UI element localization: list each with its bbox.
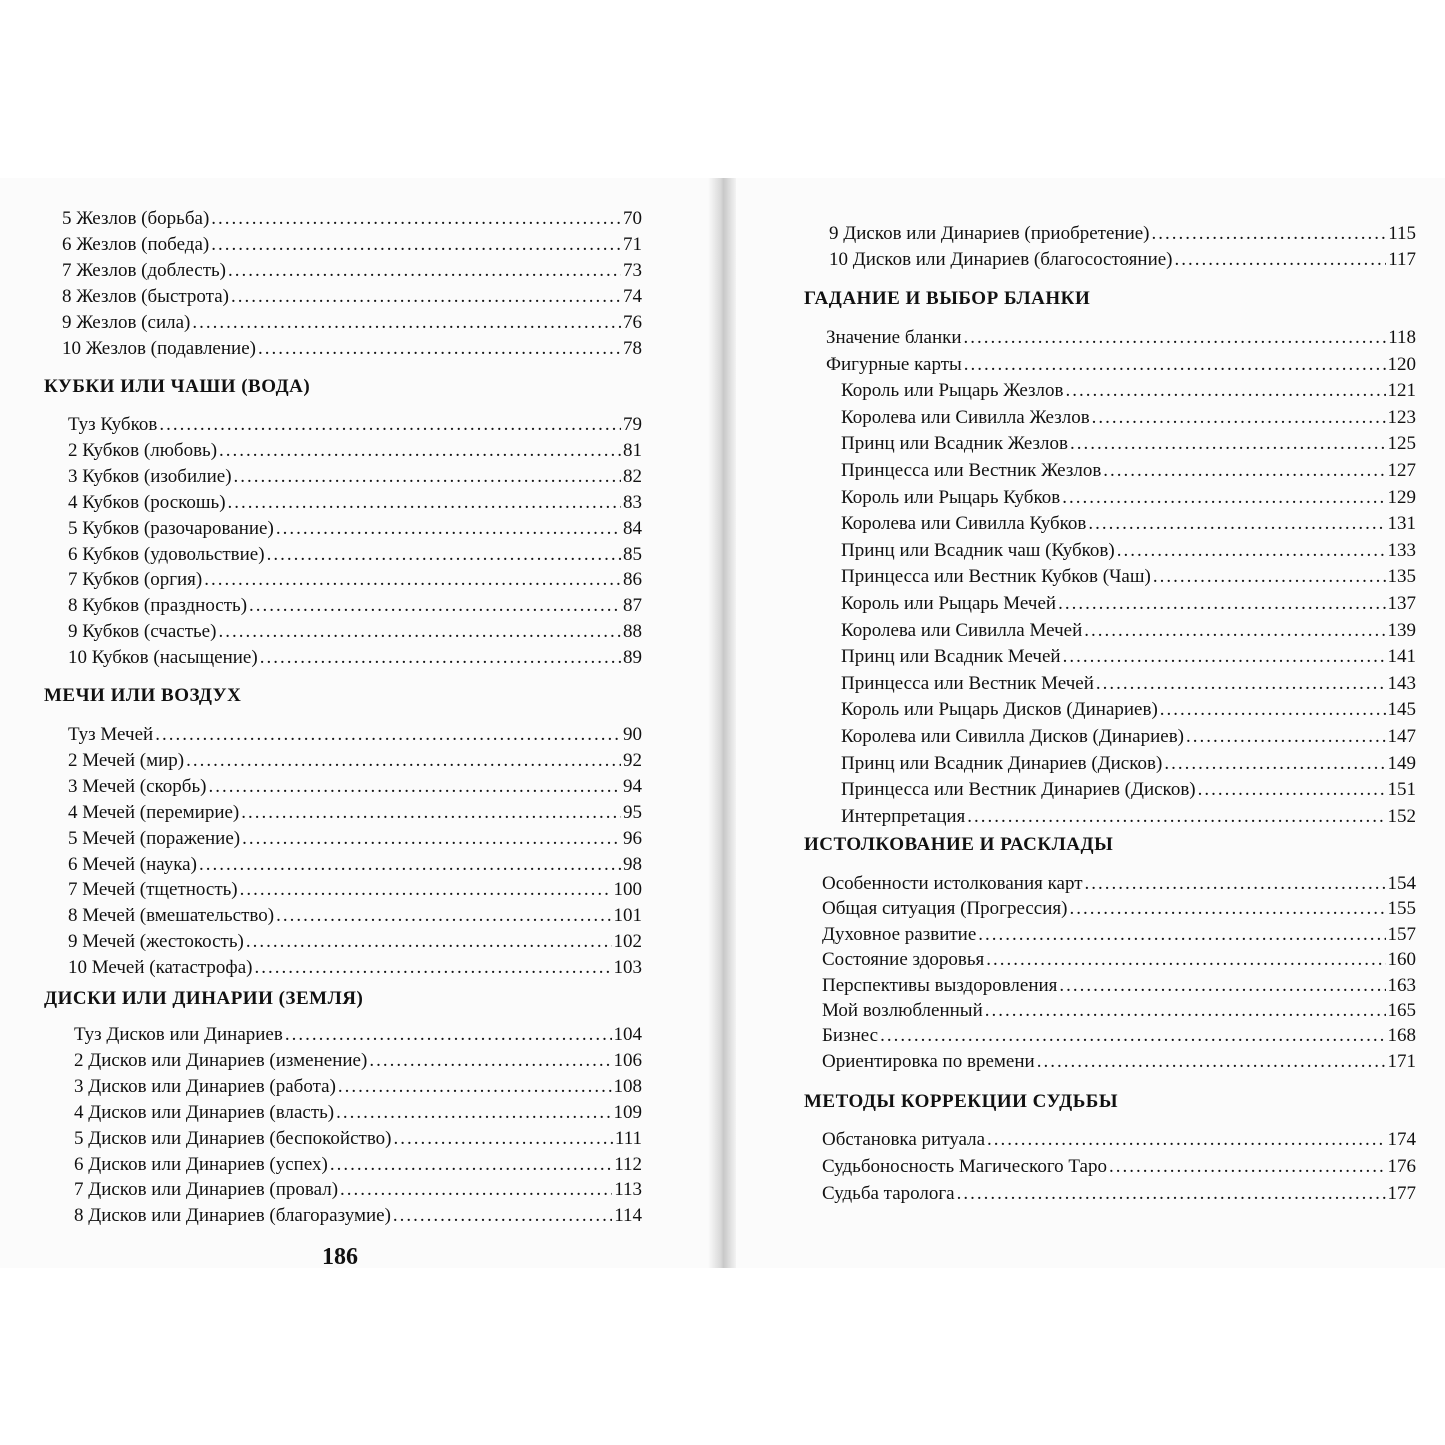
toc-entry-title: 8 Дисков или Динариев (благоразумие) [74, 1205, 391, 1227]
toc-entry-title: 5 Дисков или Динариев (беспокойство) [74, 1127, 392, 1149]
dot-leader [1186, 725, 1386, 749]
toc-entry-page: 141 [1387, 646, 1416, 668]
toc-entry-page: 176 [1387, 1156, 1416, 1178]
toc-entry-title: Принц или Всадник чаш (Кубков) [841, 539, 1115, 561]
toc-entry-page: 79 [623, 414, 642, 435]
toc-entry-page: 149 [1387, 752, 1416, 774]
dot-leader [369, 1049, 611, 1073]
toc-entry-title: Мой возлюбленный [822, 1000, 983, 1021]
dot-leader [231, 285, 621, 309]
toc-entry-page: 115 [1388, 223, 1416, 244]
toc-entry-title: Королева или Сивилла Жезлов [841, 406, 1090, 428]
toc-entry-title: 9 Мечей (жестокость) [68, 931, 244, 953]
section-heading: ДИСКИ ИЛИ ДИНАРИИ (ЗЕМЛЯ) [44, 988, 364, 1009]
toc-entry [841, 406, 1416, 430]
toc-entry-page: 92 [623, 749, 642, 771]
toc-entry-page: 131 [1387, 513, 1416, 535]
book-spine [708, 178, 736, 1268]
toc-entry-title: Принц или Всадник Мечей [841, 646, 1061, 668]
toc-entry [841, 698, 1416, 722]
toc-entry-page: 147 [1387, 726, 1416, 747]
toc-entry-title: Фигурные карты [826, 353, 962, 375]
dot-leader [340, 1178, 612, 1202]
toc-entry-page: 135 [1387, 566, 1416, 588]
dot-leader [967, 805, 1385, 829]
dot-leader [1069, 897, 1385, 921]
toc-entry-page: 94 [623, 775, 642, 797]
dot-leader [1160, 698, 1386, 722]
toc-entry-title: Король или Рыцарь Мечей [841, 593, 1057, 614]
toc-entry-title: 10 Жезлов (подавление) [62, 337, 256, 359]
dot-leader [159, 413, 621, 437]
toc-entry-page: 111 [614, 1127, 642, 1149]
toc-entry [841, 805, 1416, 829]
dot-leader [186, 749, 621, 773]
toc-entry [68, 543, 642, 567]
toc-entry-page: 143 [1387, 672, 1416, 694]
toc-entry-page: 108 [613, 1075, 642, 1097]
toc-entry-page: 117 [1388, 248, 1416, 270]
toc-entry [68, 878, 642, 902]
toc-entry-page: 154 [1387, 873, 1416, 894]
toc-entry [68, 594, 642, 618]
dot-leader [1065, 379, 1385, 403]
toc-entry-page: 171 [1387, 1050, 1416, 1072]
toc-entry-title: 6 Кубков (удовольствие) [68, 543, 265, 565]
dot-leader [394, 1127, 613, 1151]
toc-entry-title: 5 Кубков (разочарование) [68, 517, 274, 539]
dot-leader [1117, 539, 1386, 563]
toc-entry-title: Перспективы выздоровления [822, 974, 1058, 996]
toc-entry-title: 8 Кубков (праздность) [68, 595, 248, 617]
toc-entry-title: 7 Жезлов (доблесть) [62, 259, 226, 281]
dot-leader [1059, 974, 1385, 998]
toc-entry-page: 118 [1388, 327, 1416, 348]
dot-leader [1058, 592, 1385, 616]
toc-entry [822, 1182, 1416, 1206]
dot-leader [1152, 222, 1387, 246]
toc-entry [822, 897, 1416, 921]
dot-leader [1109, 1155, 1386, 1179]
toc-entry-title: Принцесса или Вестник Жезлов [841, 460, 1102, 481]
dot-leader [249, 594, 621, 618]
dot-leader [1070, 432, 1386, 456]
toc-entry [841, 752, 1416, 776]
toc-entry-page: 174 [1387, 1129, 1416, 1150]
toc-entry-title: 3 Кубков (изобилие) [68, 465, 232, 487]
toc-entry [68, 646, 642, 670]
dot-leader [1085, 872, 1386, 896]
dot-leader [964, 353, 1386, 377]
toc-entry-title: 4 Мечей (перемирие) [68, 801, 240, 823]
toc-entry [829, 248, 1416, 272]
toc-entry [68, 749, 642, 773]
toc-entry-page: 129 [1387, 486, 1416, 508]
toc-entry-title: Принц или Всадник Жезлов [841, 433, 1068, 455]
toc-entry-page: 89 [623, 647, 642, 669]
toc-entry-title: Принцесса или Вестник Кубков (Чаш) [841, 566, 1151, 588]
dot-leader [1092, 406, 1386, 430]
toc-entry-page: 160 [1387, 949, 1416, 971]
dot-leader [246, 930, 612, 954]
toc-entry [62, 285, 642, 309]
toc-entry-title: Король или Рыцарь Кубков [841, 486, 1061, 508]
toc-entry-title: Значение бланки [826, 327, 962, 348]
toc-entry [68, 853, 642, 877]
toc-entry-title: Туз Дисков или Динариев [74, 1024, 283, 1045]
dot-leader [258, 337, 621, 361]
toc-entry-title: Королева или Сивилла Мечей [841, 619, 1083, 641]
toc-entry-title: Бизнес [822, 1025, 879, 1047]
page-number: 186 [322, 1244, 358, 1270]
toc-entry-page: 74 [623, 285, 642, 307]
toc-entry-title: Общая ситуация (Прогрессия) [822, 898, 1068, 920]
toc-entry [822, 999, 1416, 1023]
toc-entry-page: 165 [1387, 1000, 1416, 1021]
dot-leader [985, 999, 1386, 1023]
dot-leader [218, 620, 621, 644]
toc-entry [841, 459, 1416, 483]
toc-entry-title: 10 Мечей (катастрофа) [68, 957, 253, 979]
toc-entry-page: 155 [1387, 898, 1416, 920]
toc-entry-page: 109 [613, 1101, 642, 1123]
toc-entry-title: 4 Дисков или Динариев (власть) [74, 1101, 335, 1123]
toc-entry [68, 517, 642, 541]
toc-entry [841, 645, 1416, 669]
dot-leader [228, 259, 621, 283]
toc-entry-title: 6 Дисков или Динариев (успех) [74, 1153, 328, 1175]
toc-entry-title: Духовное развитие [822, 923, 977, 945]
toc-entry-page: 83 [623, 491, 642, 513]
dot-leader [241, 801, 621, 825]
toc-entry-page: 121 [1387, 380, 1416, 402]
toc-entry [62, 337, 642, 361]
toc-entry [74, 1101, 642, 1125]
dot-leader [192, 311, 621, 335]
dot-leader [1088, 512, 1385, 536]
dot-leader [208, 775, 621, 799]
toc-entry-title: Принц или Всадник Динариев (Дисков) [841, 752, 1163, 774]
dot-leader [880, 1024, 1385, 1048]
toc-entry [841, 725, 1416, 749]
toc-entry-title: Королева или Сивилла Дисков (Динариев) [841, 726, 1184, 747]
toc-entry-title: Интерпретация [841, 805, 966, 827]
dot-leader [1175, 248, 1387, 272]
toc-entry [822, 1155, 1416, 1179]
toc-entry-page: 133 [1387, 539, 1416, 561]
toc-entry [74, 1127, 642, 1151]
dot-leader [1084, 619, 1385, 643]
toc-entry-title: 10 Кубков (насыщение) [68, 647, 258, 669]
toc-entry-title: 6 Мечей (наука) [68, 853, 197, 875]
dot-leader [254, 956, 611, 980]
toc-entry-page: 76 [623, 311, 642, 333]
dot-leader [211, 207, 621, 231]
dot-leader [276, 517, 621, 541]
toc-entry-title: Король или Рыцарь Дисков (Динариев) [841, 699, 1158, 721]
toc-entry-title: 7 Дисков или Динариев (провал) [74, 1179, 339, 1201]
toc-entry-title: 2 Мечей (мир) [68, 749, 185, 771]
toc-entry [68, 568, 642, 592]
dot-leader [957, 1182, 1386, 1206]
toc-entry-page: 113 [614, 1179, 642, 1201]
toc-entry-page: 82 [623, 465, 642, 487]
dot-leader [199, 853, 621, 877]
toc-entry [68, 723, 642, 747]
toc-entry [68, 775, 642, 799]
dot-leader [228, 491, 621, 515]
dot-leader [1063, 645, 1386, 669]
toc-entry [74, 1075, 642, 1099]
toc-entry [822, 1050, 1416, 1074]
toc-entry [841, 512, 1416, 536]
toc-entry [68, 801, 642, 825]
toc-entry-page: 123 [1387, 406, 1416, 428]
toc-entry-title: Туз Кубков [68, 414, 158, 435]
dot-leader [1103, 459, 1385, 483]
dot-leader [1062, 486, 1385, 510]
toc-entry [68, 930, 642, 954]
toc-entry-page: 81 [623, 439, 642, 461]
toc-entry-title: 5 Мечей (поражение) [68, 827, 241, 849]
dot-leader [338, 1075, 612, 1099]
toc-entry-page: 85 [623, 543, 642, 565]
toc-entry [62, 259, 642, 283]
toc-entry [62, 311, 642, 335]
toc-entry-page: 106 [613, 1049, 642, 1071]
toc-entry-page: 95 [623, 801, 642, 823]
toc-entry-page: 98 [623, 853, 642, 875]
toc-entry-title: Принцесса или Вестник Динариев (Дисков) [841, 779, 1196, 801]
toc-entry-title: 8 Мечей (вмешательство) [68, 905, 275, 927]
toc-entry [822, 923, 1416, 947]
toc-entry-page: 70 [623, 208, 642, 229]
toc-entry [68, 827, 642, 851]
dot-leader [330, 1153, 612, 1177]
toc-entry-page: 145 [1387, 699, 1416, 721]
toc-entry-title: 3 Мечей (скорбь) [68, 775, 207, 797]
toc-entry [822, 1128, 1416, 1152]
toc-entry-page: 101 [613, 905, 642, 927]
toc-entry-title: 6 Жезлов (победа) [62, 233, 210, 255]
toc-entry [822, 872, 1416, 896]
toc-entry [62, 233, 642, 257]
toc-entry-title: 2 Дисков или Динариев (изменение) [74, 1049, 368, 1071]
toc-entry [68, 439, 642, 463]
toc-entry-title: 9 Кубков (счастье) [68, 621, 217, 643]
toc-entry-title: 10 Дисков или Динариев (благосостояние) [829, 248, 1173, 270]
dot-leader [1037, 1050, 1386, 1074]
dot-leader [336, 1101, 611, 1125]
dot-leader [204, 568, 621, 592]
toc-entry-title: Ориентировка по времени [822, 1050, 1035, 1072]
toc-entry [68, 465, 642, 489]
toc-entry-page: 102 [613, 931, 642, 953]
toc-entry-page: 151 [1387, 779, 1416, 801]
toc-entry-page: 137 [1387, 593, 1416, 614]
toc-entry [841, 432, 1416, 456]
dot-leader [987, 1128, 1385, 1152]
section-heading: МЕТОДЫ КОРРЕКЦИИ СУДЬБЫ [804, 1091, 1119, 1112]
dot-leader [219, 439, 621, 463]
toc-entry [68, 620, 642, 644]
dot-leader [242, 827, 621, 851]
dot-leader [986, 948, 1385, 972]
toc-entry-title: Судьбоносность Магического Таро [822, 1156, 1107, 1178]
toc-entry [68, 904, 642, 928]
toc-entry-page: 78 [623, 337, 642, 359]
toc-entry-page: 168 [1387, 1025, 1416, 1047]
dot-leader [276, 904, 611, 928]
toc-entry-page: 103 [613, 957, 642, 979]
toc-entry [841, 672, 1416, 696]
toc-entry [74, 1153, 642, 1177]
toc-entry-title: 2 Кубков (любовь) [68, 439, 218, 461]
toc-entry [68, 956, 642, 980]
toc-entry-title: 7 Кубков (оргия) [68, 569, 203, 591]
dot-leader [155, 723, 621, 747]
toc-entry-title: 5 Жезлов (борьба) [62, 208, 210, 229]
dot-leader [393, 1204, 612, 1228]
toc-entry [74, 1023, 642, 1047]
toc-entry [829, 222, 1416, 246]
toc-entry [74, 1204, 642, 1228]
dot-leader [1198, 778, 1386, 802]
toc-entry-page: 114 [614, 1205, 642, 1227]
dot-leader [285, 1023, 612, 1047]
toc-entry-page: 104 [613, 1024, 642, 1045]
toc-entry [841, 592, 1416, 616]
dot-leader [260, 646, 621, 670]
toc-entry [841, 379, 1416, 403]
toc-entry-title: Обстановка ритуала [822, 1129, 986, 1150]
toc-entry [826, 353, 1416, 377]
toc-entry [826, 326, 1416, 350]
toc-entry [62, 207, 642, 231]
toc-entry-page: 177 [1387, 1183, 1416, 1205]
toc-entry-page: 73 [623, 259, 642, 281]
dot-leader [1164, 752, 1385, 776]
toc-entry [74, 1178, 642, 1202]
section-heading: МЕЧИ ИЛИ ВОЗДУХ [44, 685, 242, 706]
toc-entry-page: 86 [623, 569, 642, 591]
toc-entry-title: 4 Кубков (роскошь) [68, 491, 226, 513]
toc-entry-page: 152 [1387, 805, 1416, 827]
toc-entry [68, 413, 642, 437]
section-heading: ИСТОЛКОВАНИЕ И РАСКЛАДЫ [804, 834, 1114, 855]
toc-entry-title: 9 Дисков или Динариев (приобретение) [829, 223, 1150, 244]
toc-entry-page: 96 [623, 827, 642, 849]
dot-leader [964, 326, 1387, 350]
toc-entry-page: 88 [623, 621, 642, 643]
dot-leader [234, 465, 621, 489]
toc-entry [74, 1049, 642, 1073]
toc-entry-page: 157 [1387, 923, 1416, 945]
dot-leader [1153, 565, 1386, 589]
toc-entry-page: 163 [1387, 974, 1416, 996]
dot-leader [240, 878, 612, 902]
dot-leader [978, 923, 1385, 947]
toc-entry-title: Судьба таролога [822, 1183, 955, 1205]
toc-entry-title: Принцесса или Вестник Мечей [841, 672, 1094, 694]
toc-entry-title: 8 Жезлов (быстрота) [62, 285, 229, 307]
dot-leader [267, 543, 621, 567]
dot-leader [211, 233, 621, 257]
toc-entry-page: 84 [623, 517, 642, 539]
toc-entry-page: 120 [1387, 353, 1416, 375]
toc-entry [822, 948, 1416, 972]
toc-entry [68, 491, 642, 515]
section-heading: КУБКИ ИЛИ ЧАШИ (ВОДА) [44, 376, 311, 397]
toc-entry-title: Туз Мечей [68, 724, 154, 745]
toc-entry [841, 619, 1416, 643]
toc-entry-page: 125 [1387, 433, 1416, 455]
toc-entry-title: Особенности истолкования карт [822, 873, 1083, 894]
toc-entry-page: 112 [614, 1153, 642, 1175]
section-heading: ГАДАНИЕ И ВЫБОР БЛАНКИ [804, 288, 1091, 309]
dot-leader [1096, 672, 1386, 696]
toc-entry-page: 139 [1387, 619, 1416, 641]
toc-entry-page: 100 [613, 879, 642, 901]
toc-entry-title: Королева или Сивилла Кубков [841, 513, 1087, 535]
toc-entry [841, 486, 1416, 510]
toc-entry [841, 539, 1416, 563]
toc-entry-title: 3 Дисков или Динариев (работа) [74, 1075, 336, 1097]
toc-entry-title: 9 Жезлов (сила) [62, 311, 191, 333]
toc-entry-title: 7 Мечей (тщетность) [68, 879, 238, 901]
toc-entry [822, 1024, 1416, 1048]
toc-entry [841, 565, 1416, 589]
toc-entry-page: 90 [623, 724, 642, 745]
toc-entry-page: 87 [623, 595, 642, 617]
toc-entry-title: Король или Рыцарь Жезлов [841, 380, 1064, 402]
toc-entry-page: 127 [1387, 460, 1416, 481]
toc-entry [822, 974, 1416, 998]
toc-entry-page: 71 [623, 233, 642, 255]
toc-entry-title: Состояние здоровья [822, 949, 985, 971]
toc-entry [841, 778, 1416, 802]
